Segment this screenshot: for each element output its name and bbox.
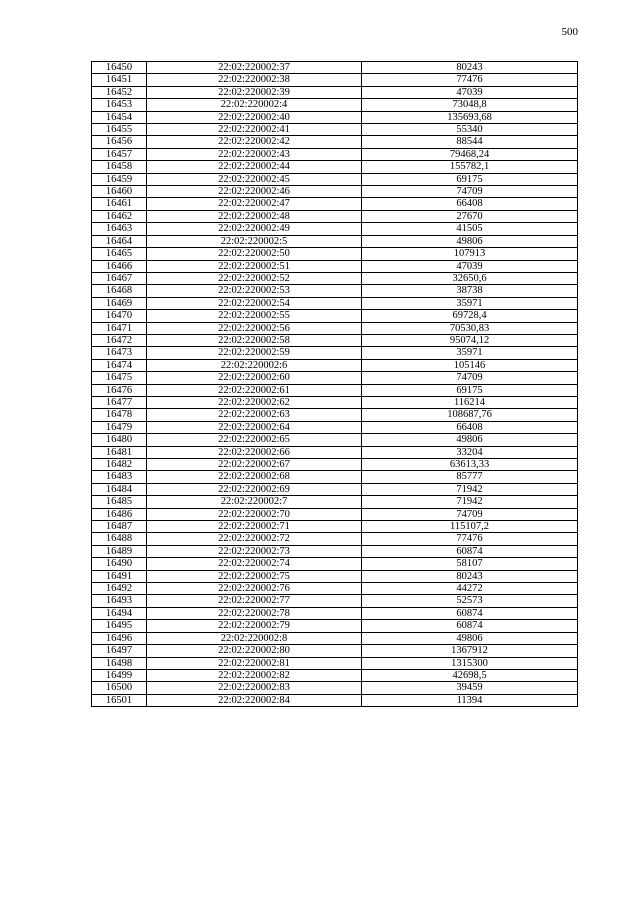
table-row (92, 483, 578, 495)
row-number-cell: 16487 (92, 521, 147, 533)
cadastral-number-cell: 22:02:220002:60 (147, 372, 362, 384)
cadastral-number-cell: 22:02:220002:48 (147, 210, 362, 222)
row-number-cell: 16465 (92, 248, 147, 260)
cadastral-number-cell: 22:02:220002:63 (147, 409, 362, 421)
row-number-cell: 16479 (92, 421, 147, 433)
value-cell: 35971 (362, 347, 578, 359)
value-cell: 77476 (362, 533, 578, 545)
table-row (92, 285, 578, 297)
row-number-cell: 16453 (92, 99, 147, 111)
row-number-cell: 16452 (92, 86, 147, 98)
row-number-cell: 16495 (92, 620, 147, 632)
cadastral-number-cell: 22:02:220002:56 (147, 322, 362, 334)
cadastral-number-cell: 22:02:220002:7 (147, 496, 362, 508)
cadastral-number-cell: 22:02:220002:45 (147, 173, 362, 185)
row-number-cell: 16476 (92, 384, 147, 396)
value-cell: 55340 (362, 124, 578, 136)
cadastral-number-cell: 22:02:220002:47 (147, 198, 362, 210)
row-number-cell: 16469 (92, 297, 147, 309)
table-row (92, 359, 578, 371)
cadastral-number-cell: 22:02:220002:77 (147, 595, 362, 607)
table-row (92, 533, 578, 545)
value-cell: 155782,1 (362, 161, 578, 173)
table-row (92, 645, 578, 657)
value-cell: 52573 (362, 595, 578, 607)
value-cell: 69175 (362, 384, 578, 396)
value-cell: 39459 (362, 682, 578, 694)
row-number-cell: 16497 (92, 645, 147, 657)
row-number-cell: 16480 (92, 434, 147, 446)
cadastral-number-cell: 22:02:220002:55 (147, 310, 362, 322)
table-row (92, 272, 578, 284)
row-number-cell: 16484 (92, 483, 147, 495)
cadastral-number-cell: 22:02:220002:71 (147, 521, 362, 533)
table-row (92, 434, 578, 446)
cadastral-number-cell: 22:02:220002:38 (147, 74, 362, 86)
data-table (91, 61, 578, 707)
table-row (92, 669, 578, 681)
value-cell: 38738 (362, 285, 578, 297)
table-row (92, 620, 578, 632)
row-number-cell: 16456 (92, 136, 147, 148)
value-cell: 70530,83 (362, 322, 578, 334)
row-number-cell: 16483 (92, 471, 147, 483)
table-row (92, 632, 578, 644)
cadastral-number-cell: 22:02:220002:65 (147, 434, 362, 446)
value-cell: 42698,5 (362, 669, 578, 681)
row-number-cell: 16500 (92, 682, 147, 694)
cadastral-number-cell: 22:02:220002:79 (147, 620, 362, 632)
row-number-cell: 16466 (92, 260, 147, 272)
table-row (92, 235, 578, 247)
cadastral-number-cell: 22:02:220002:44 (147, 161, 362, 173)
row-number-cell: 16485 (92, 496, 147, 508)
cadastral-number-cell: 22:02:220002:37 (147, 62, 362, 74)
table-row (92, 260, 578, 272)
row-number-cell: 16488 (92, 533, 147, 545)
cadastral-number-cell: 22:02:220002:74 (147, 558, 362, 570)
row-number-cell: 16460 (92, 186, 147, 198)
value-cell: 66408 (362, 198, 578, 210)
cadastral-number-cell: 22:02:220002:73 (147, 545, 362, 557)
cadastral-number-cell: 22:02:220002:54 (147, 297, 362, 309)
table-row (92, 409, 578, 421)
row-number-cell: 16489 (92, 545, 147, 557)
row-number-cell: 16458 (92, 161, 147, 173)
value-cell: 11394 (362, 694, 578, 706)
row-number-cell: 16468 (92, 285, 147, 297)
value-cell: 63613,33 (362, 459, 578, 471)
row-number-cell: 16472 (92, 334, 147, 346)
row-number-cell: 16481 (92, 446, 147, 458)
value-cell: 35971 (362, 297, 578, 309)
cadastral-number-cell: 22:02:220002:70 (147, 508, 362, 520)
table-row (92, 210, 578, 222)
row-number-cell: 16491 (92, 570, 147, 582)
value-cell: 115107,2 (362, 521, 578, 533)
value-cell: 80243 (362, 570, 578, 582)
table-row (92, 508, 578, 520)
table-row (92, 682, 578, 694)
cadastral-number-cell: 22:02:220002:6 (147, 359, 362, 371)
table-row (92, 62, 578, 74)
row-number-cell: 16493 (92, 595, 147, 607)
value-cell: 49806 (362, 235, 578, 247)
value-cell: 49806 (362, 434, 578, 446)
table-row (92, 372, 578, 384)
value-cell: 79468,24 (362, 148, 578, 160)
table-row (92, 607, 578, 619)
value-cell: 74709 (362, 372, 578, 384)
table-row (92, 334, 578, 346)
value-cell: 108687,76 (362, 409, 578, 421)
row-number-cell: 16496 (92, 632, 147, 644)
row-number-cell: 16467 (92, 272, 147, 284)
cadastral-number-cell: 22:02:220002:52 (147, 272, 362, 284)
value-cell: 69728,4 (362, 310, 578, 322)
table-row (92, 297, 578, 309)
row-number-cell: 16482 (92, 459, 147, 471)
row-number-cell: 16490 (92, 558, 147, 570)
row-number-cell: 16462 (92, 210, 147, 222)
table-row (92, 136, 578, 148)
table-row (92, 471, 578, 483)
cadastral-number-cell: 22:02:220002:51 (147, 260, 362, 272)
page-number: 500 (561, 26, 578, 38)
value-cell: 47039 (362, 86, 578, 98)
table-row (92, 86, 578, 98)
value-cell: 44272 (362, 583, 578, 595)
value-cell: 47039 (362, 260, 578, 272)
cadastral-number-cell: 22:02:220002:5 (147, 235, 362, 247)
table-row (92, 223, 578, 235)
cadastral-number-cell: 22:02:220002:81 (147, 657, 362, 669)
row-number-cell: 16494 (92, 607, 147, 619)
row-number-cell: 16461 (92, 198, 147, 210)
row-number-cell: 16473 (92, 347, 147, 359)
value-cell: 66408 (362, 421, 578, 433)
table-row (92, 198, 578, 210)
row-number-cell: 16451 (92, 74, 147, 86)
row-number-cell: 16475 (92, 372, 147, 384)
cadastral-number-cell: 22:02:220002:41 (147, 124, 362, 136)
row-number-cell: 16492 (92, 583, 147, 595)
table-row (92, 384, 578, 396)
table-row (92, 161, 578, 173)
cadastral-number-cell: 22:02:220002:8 (147, 632, 362, 644)
value-cell: 58107 (362, 558, 578, 570)
table-row (92, 446, 578, 458)
row-number-cell: 16471 (92, 322, 147, 334)
cadastral-number-cell: 22:02:220002:83 (147, 682, 362, 694)
table-row (92, 322, 578, 334)
cadastral-number-cell: 22:02:220002:43 (147, 148, 362, 160)
row-number-cell: 16486 (92, 508, 147, 520)
value-cell: 105146 (362, 359, 578, 371)
table-row (92, 595, 578, 607)
row-number-cell: 16499 (92, 669, 147, 681)
row-number-cell: 16454 (92, 111, 147, 123)
cadastral-number-cell: 22:02:220002:4 (147, 99, 362, 111)
row-number-cell: 16463 (92, 223, 147, 235)
row-number-cell: 16464 (92, 235, 147, 247)
value-cell: 107913 (362, 248, 578, 260)
row-number-cell: 16450 (92, 62, 147, 74)
table-row (92, 521, 578, 533)
cadastral-number-cell: 22:02:220002:76 (147, 583, 362, 595)
value-cell: 27670 (362, 210, 578, 222)
value-cell: 74709 (362, 508, 578, 520)
table-row (92, 111, 578, 123)
cadastral-number-cell: 22:02:220002:78 (147, 607, 362, 619)
row-number-cell: 16459 (92, 173, 147, 185)
cadastral-number-cell: 22:02:220002:72 (147, 533, 362, 545)
table-row (92, 310, 578, 322)
value-cell: 32650,6 (362, 272, 578, 284)
table-row (92, 570, 578, 582)
cadastral-number-cell: 22:02:220002:69 (147, 483, 362, 495)
cadastral-number-cell: 22:02:220002:39 (147, 86, 362, 98)
cadastral-number-cell: 22:02:220002:82 (147, 669, 362, 681)
value-cell: 80243 (362, 62, 578, 74)
table-body (92, 62, 578, 707)
cadastral-number-cell: 22:02:220002:84 (147, 694, 362, 706)
cadastral-number-cell: 22:02:220002:50 (147, 248, 362, 260)
table-row (92, 583, 578, 595)
table-row (92, 347, 578, 359)
table-row (92, 148, 578, 160)
value-cell: 116214 (362, 396, 578, 408)
table-row (92, 186, 578, 198)
value-cell: 88544 (362, 136, 578, 148)
value-cell: 60874 (362, 545, 578, 557)
value-cell: 33204 (362, 446, 578, 458)
cadastral-number-cell: 22:02:220002:67 (147, 459, 362, 471)
table-row (92, 124, 578, 136)
row-number-cell: 16498 (92, 657, 147, 669)
value-cell: 41505 (362, 223, 578, 235)
value-cell: 71942 (362, 496, 578, 508)
cadastral-number-cell: 22:02:220002:49 (147, 223, 362, 235)
value-cell: 135693,68 (362, 111, 578, 123)
row-number-cell: 16478 (92, 409, 147, 421)
value-cell: 69175 (362, 173, 578, 185)
cadastral-number-cell: 22:02:220002:59 (147, 347, 362, 359)
row-number-cell: 16455 (92, 124, 147, 136)
cadastral-number-cell: 22:02:220002:80 (147, 645, 362, 657)
value-cell: 1315300 (362, 657, 578, 669)
value-cell: 60874 (362, 607, 578, 619)
value-cell: 60874 (362, 620, 578, 632)
table-row (92, 459, 578, 471)
value-cell: 74709 (362, 186, 578, 198)
table-row (92, 694, 578, 706)
table-row (92, 173, 578, 185)
cadastral-number-cell: 22:02:220002:42 (147, 136, 362, 148)
table-row (92, 421, 578, 433)
row-number-cell: 16457 (92, 148, 147, 160)
cadastral-number-cell: 22:02:220002:64 (147, 421, 362, 433)
table-row (92, 496, 578, 508)
value-cell: 71942 (362, 483, 578, 495)
cadastral-number-cell: 22:02:220002:46 (147, 186, 362, 198)
cadastral-number-cell: 22:02:220002:62 (147, 396, 362, 408)
table-row (92, 248, 578, 260)
value-cell: 49806 (362, 632, 578, 644)
value-cell: 95074,12 (362, 334, 578, 346)
cadastral-number-cell: 22:02:220002:66 (147, 446, 362, 458)
row-number-cell: 16501 (92, 694, 147, 706)
table-row (92, 657, 578, 669)
table-row (92, 558, 578, 570)
cadastral-number-cell: 22:02:220002:68 (147, 471, 362, 483)
row-number-cell: 16477 (92, 396, 147, 408)
row-number-cell: 16470 (92, 310, 147, 322)
table-row (92, 74, 578, 86)
table-row (92, 99, 578, 111)
cadastral-number-cell: 22:02:220002:40 (147, 111, 362, 123)
cadastral-number-cell: 22:02:220002:53 (147, 285, 362, 297)
cadastral-number-cell: 22:02:220002:58 (147, 334, 362, 346)
value-cell: 85777 (362, 471, 578, 483)
cadastral-number-cell: 22:02:220002:75 (147, 570, 362, 582)
cadastral-number-cell: 22:02:220002:61 (147, 384, 362, 396)
row-number-cell: 16474 (92, 359, 147, 371)
table-row (92, 545, 578, 557)
value-cell: 77476 (362, 74, 578, 86)
value-cell: 73048,8 (362, 99, 578, 111)
table-row (92, 396, 578, 408)
value-cell: 1367912 (362, 645, 578, 657)
